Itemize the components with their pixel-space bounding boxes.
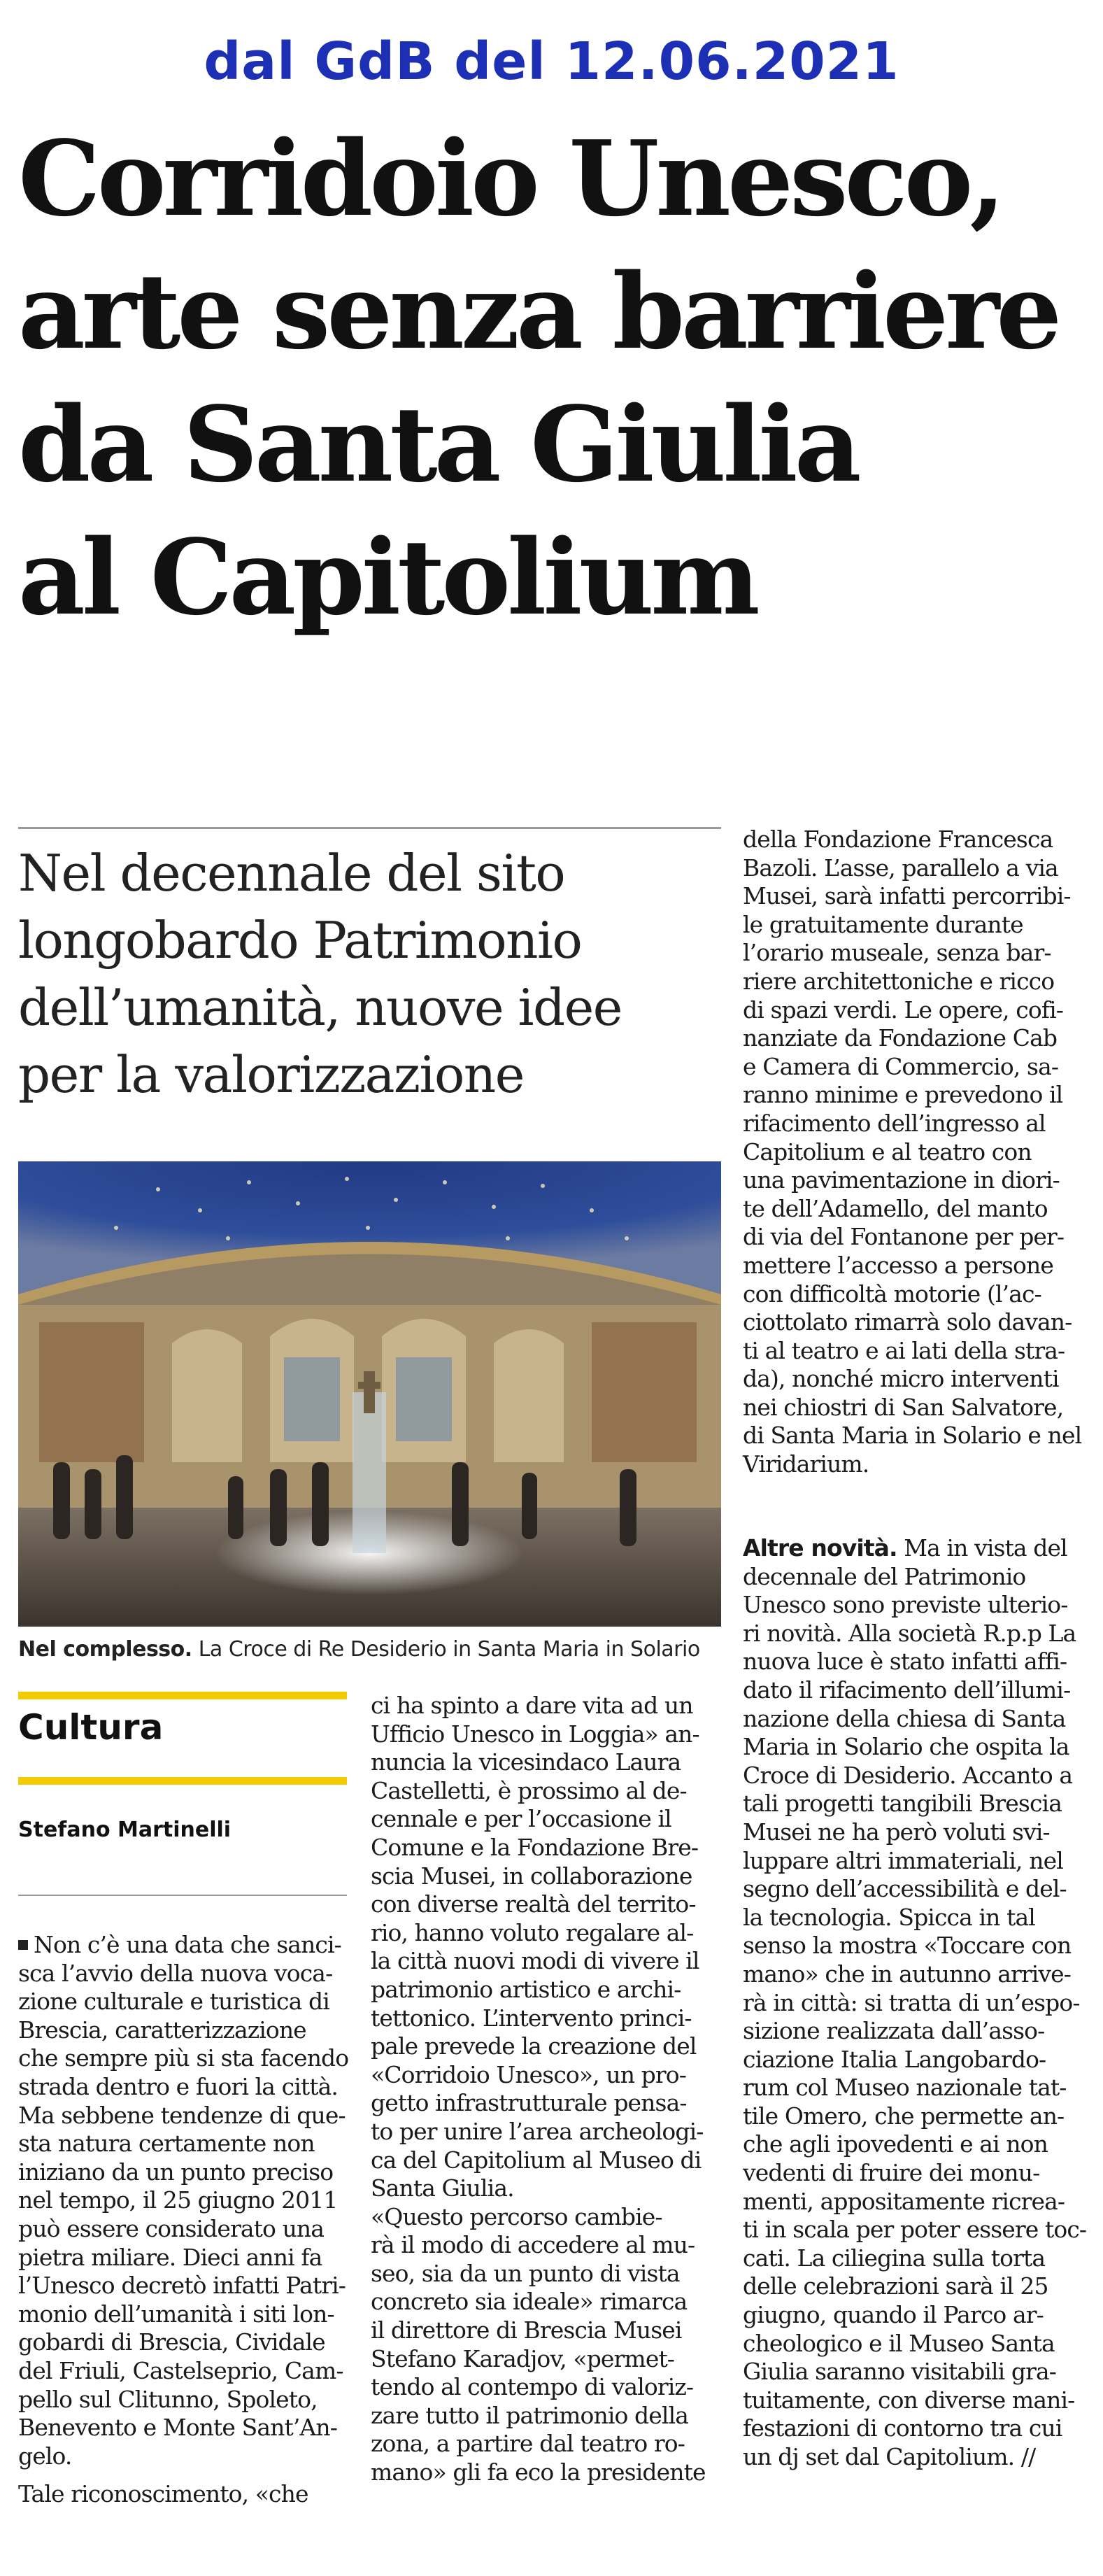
- article-line: ri novità. Alla società R.p.p La: [743, 1619, 1076, 1647]
- caption-text: La Croce di Re Desiderio in Santa Maria in Solario: [192, 1637, 700, 1662]
- article-line: di via del Fontanone per per-: [743, 1223, 1065, 1251]
- article-line: di spazi verdi. Le opere, cofi-: [743, 996, 1064, 1024]
- article-line: Capitolium e al teatro con: [743, 1138, 1032, 1166]
- article-line: sizione realizzata dall’asso-: [743, 2017, 1045, 2045]
- article-line: pale prevede la creazione del: [371, 2032, 697, 2060]
- article-line: può essere considerato una: [18, 2214, 325, 2242]
- article-line: che sempre più si sta facendo: [18, 2044, 349, 2072]
- article-line: ciazione Italia Langobardo-: [743, 2045, 1046, 2073]
- article-line: cheologico e il Museo Santa: [743, 2329, 1055, 2357]
- article-line: Musei ne ha però voluti svi-: [743, 1818, 1050, 1846]
- article-line: rum col Museo nazionale tat-: [743, 2074, 1067, 2102]
- photo-caption: [18, 1637, 721, 1662]
- article-line: Giulia saranno visitabili gra-: [743, 2358, 1056, 2386]
- article-line: Ma sebbene tendenze di que-: [18, 2101, 346, 2129]
- article-line: zona, a partire dal teatro ro-: [371, 2430, 685, 2458]
- article-line: rà il modo di accedere al mu-: [371, 2231, 695, 2259]
- article-line: giugno, quando il Parco ar-: [743, 2301, 1044, 2329]
- article-line: festazioni di contorno tra cui: [743, 2414, 1062, 2442]
- article-line: te dell’Adamello, del manto: [743, 1194, 1048, 1222]
- article-line: ti al teatro e ai lati della stra-: [743, 1336, 1065, 1364]
- subheadline-line: Nel decennale del sito: [18, 844, 565, 903]
- article-line: sta natura certamente non: [18, 2130, 315, 2158]
- article-line: Castelletti, è prossimo al de-: [371, 1776, 687, 1804]
- article-line: scia Musei, in collaborazione: [371, 1862, 692, 1890]
- byline-divider: [18, 1895, 347, 1896]
- section-bottom-bar: [18, 1777, 347, 1785]
- article-line: mano» che in autunno arrive-: [743, 1960, 1072, 1988]
- article-line: che agli ipovedenti e ai non: [743, 2130, 1048, 2158]
- article-line: zare tutto il patrimonio della: [371, 2401, 688, 2429]
- article-line: seo, sia da un punto di vista: [371, 2259, 680, 2287]
- paragraph-lead-rest: Ma in vista del: [897, 1534, 1067, 1562]
- article-line: cati. La ciliegina sulla torta: [743, 2244, 1046, 2272]
- article-line: tali progetti tangibili Brescia: [743, 1790, 1062, 1818]
- headline-line: da Santa Giulia: [18, 383, 858, 505]
- article-line: del Friuli, Castelseprio, Cam-: [18, 2356, 343, 2384]
- article-line: il direttore di Brescia Musei: [371, 2316, 682, 2344]
- article-line: tile Omero, che permette an-: [743, 2102, 1065, 2130]
- article-line: ca del Capitolium al Museo di: [371, 2146, 702, 2174]
- article-line: to per unire l’area archeologi-: [371, 2117, 704, 2145]
- article-line: tettonico. L’intervento princi-: [371, 2004, 692, 2032]
- article-line: la città nuovi modi di vivere il: [371, 1947, 699, 1975]
- article-line: rio, hanno voluto regalare al-: [371, 1918, 694, 1946]
- article-line: l’orario museale, senza bar-: [743, 939, 1051, 967]
- article-line: ci ha spinto a dare vita ad un: [371, 1692, 693, 1719]
- article-line: tendo al contempo di valoriz-: [371, 2373, 694, 2401]
- article-line: strada dentro e fuori la città.: [18, 2072, 338, 2100]
- article-line: cennale e per l’occasione il: [371, 1805, 671, 1833]
- article-line: l’Unesco decretò infatti Patri-: [18, 2272, 346, 2300]
- article-line: gelo.: [18, 2442, 72, 2470]
- article-line: le gratuitamente durante: [743, 910, 1023, 938]
- article-line: monio dell’umanità i siti lon-: [18, 2300, 334, 2328]
- article-line: zione culturale e turistica di: [18, 1988, 329, 2016]
- article-line: nanziate da Fondazione Cab: [743, 1024, 1058, 1052]
- article-line: con diverse realtà del territo-: [371, 1890, 696, 1918]
- section-top-bar: [18, 1692, 347, 1699]
- divider: [18, 827, 721, 829]
- article-line: «Corridoio Unesco», un pro-: [371, 2060, 686, 2088]
- caption-label: Nel complesso.: [18, 1637, 192, 1662]
- paragraph-lead-line: [743, 1534, 1093, 1563]
- article-line: della Fondazione Francesca: [743, 826, 1053, 853]
- article-line: patrimonio artistico e archi-: [371, 1975, 681, 2003]
- article-line: mano» gli fa eco la presidente: [371, 2458, 706, 2486]
- article-column-3-top: [743, 826, 1093, 1479]
- article-line: sca l’avvio della nuova voca-: [18, 1959, 333, 1987]
- article-column-2: [371, 1692, 706, 2487]
- article-line: Stefano Karadjov, «permet-: [371, 2344, 675, 2372]
- article-line: Unesco sono previste ulterio-: [743, 1591, 1068, 1619]
- section-label: Cultura: [18, 1707, 164, 1748]
- headline-line: al Capitolium: [18, 516, 757, 638]
- masthead: dal GdB del 12.06.2021: [204, 31, 899, 92]
- article-column-1: [18, 1931, 354, 2509]
- subheadline-line: dell’umanità, nuove idee: [18, 978, 622, 1037]
- article-line: Croce di Desiderio. Accanto a: [743, 1761, 1073, 1789]
- article-line: con difficoltà motorie (l’ac-: [743, 1280, 1041, 1308]
- article-line: senso la mostra «Toccare con: [743, 1932, 1072, 1960]
- article-line: ciottolato rimarrà solo davan-: [743, 1308, 1072, 1336]
- article-line: di Santa Maria in Solario e nel: [743, 1422, 1082, 1450]
- article-line: rà in città: si tratta di un’espo-: [743, 1988, 1080, 2016]
- article-line: nuova luce è stato infatti affi-: [743, 1648, 1067, 1676]
- article-line: nazione della chiesa di Santa: [743, 1704, 1066, 1732]
- article-line: iniziano da un punto preciso: [18, 2158, 334, 2186]
- article-line: nel tempo, il 25 giugno 2011: [18, 2186, 338, 2214]
- article-line: Bazoli. L’asse, parallelo a via: [743, 854, 1058, 882]
- paragraph-lead: Altre novità.: [743, 1534, 897, 1562]
- article-line: concreto sia ideale» rimarca: [371, 2288, 688, 2316]
- article-line: tuitamente, con diverse mani-: [743, 2386, 1075, 2414]
- article-line: mettere l’accesso a persone: [743, 1251, 1053, 1279]
- article-photo: [18, 1161, 721, 1627]
- article-line: Brescia, caratterizzazione: [18, 2016, 306, 2044]
- article-line: Viridarium.: [743, 1450, 869, 1478]
- article-line: Ufficio Unesco in Loggia» an-: [371, 1720, 699, 1748]
- article-line: nuncia la vicesindaco Laura: [371, 1748, 681, 1776]
- paragraph-bullet-icon: [18, 1940, 28, 1950]
- headline: [18, 112, 1088, 644]
- article-line: vedenti di fruire dei monu-: [743, 2159, 1040, 2187]
- photo-illustration: [18, 1161, 721, 1627]
- subheadline: [18, 840, 718, 1108]
- article-line: ti in scala per poter essere toc-: [743, 2216, 1087, 2244]
- article-line: da), nonché micro interventi: [743, 1365, 1059, 1393]
- article-line: decennale del Patrimonio: [743, 1562, 1026, 1590]
- article-line: e Camera di Commercio, sa-: [743, 1052, 1059, 1080]
- byline: Stefano Martinelli: [18, 1818, 232, 1842]
- article-line: pietra miliare. Dieci anni fa: [18, 2243, 322, 2271]
- article-line: Santa Giulia.: [371, 2174, 514, 2202]
- article-line: Benevento e Monte Sant’An-: [18, 2414, 337, 2442]
- headline-line: Corridoio Unesco,: [18, 118, 1002, 239]
- article-line: menti, appositamente ricrea-: [743, 2187, 1065, 2215]
- article-line: Comune e la Fondazione Bre-: [371, 1833, 699, 1861]
- article-line: [18, 1931, 354, 1960]
- article-line: un dj set dal Capitolium. //: [743, 2443, 1036, 2470]
- article-line: una pavimentazione in diori-: [743, 1166, 1060, 1194]
- article-line: rifacimento dell’ingresso al: [743, 1109, 1046, 1137]
- article-line: Maria in Solario che ospita la: [743, 1733, 1069, 1761]
- headline-line: arte senza barriere: [18, 250, 1059, 372]
- article-line: luppare altri immateriali, nel: [743, 1846, 1063, 1874]
- article-line: dato il rifacimento dell’illumi-: [743, 1676, 1071, 1704]
- article-line: la tecnologia. Spicca in tal: [743, 1903, 1035, 1931]
- article-line: getto infrastrutturale pensa-: [371, 2089, 687, 2117]
- article-line: Tale riconoscimento, «che: [18, 2480, 308, 2508]
- article-line-text: Non c’è una data che sanci-: [34, 1931, 341, 1958]
- article-line: segno dell’accessibilità e del-: [743, 1875, 1067, 1903]
- article-line: ranno minime e prevedono il: [743, 1081, 1063, 1109]
- article-line: nei chiostri di San Salvatore,: [743, 1393, 1064, 1421]
- article-line: «Questo percorso cambie-: [371, 2202, 662, 2230]
- article-line: delle celebrazioni sarà il 25: [743, 2272, 1048, 2300]
- article-line: riere architettoniche e ricco: [743, 967, 1055, 995]
- subheadline-line: longobardo Patrimonio: [18, 911, 582, 970]
- subheadline-line: per la valorizzazione: [18, 1045, 524, 1104]
- article-line: pello sul Clitunno, Spoleto,: [18, 2385, 318, 2413]
- article-column-3-bottom: [743, 1534, 1093, 2472]
- article-line: gobardi di Brescia, Cividale: [18, 2328, 325, 2356]
- article-line: Musei, sarà infatti percorribi-: [743, 882, 1071, 910]
- article-line: [18, 2470, 354, 2480]
